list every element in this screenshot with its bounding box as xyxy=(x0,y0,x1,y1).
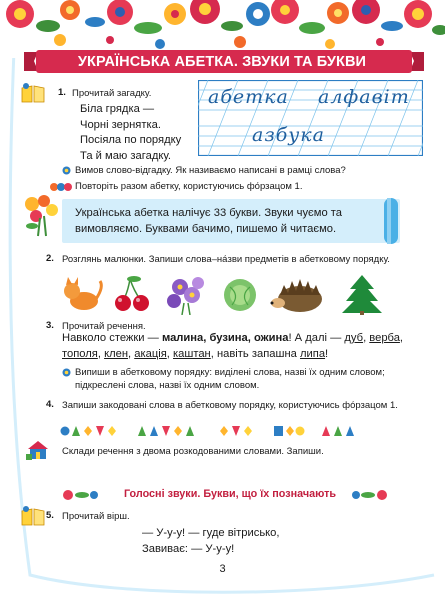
underlined-word: липа xyxy=(299,347,326,360)
cat-picture xyxy=(64,277,101,310)
coded-words-row xyxy=(60,424,360,438)
exercise-1-number: 1. xyxy=(58,87,66,98)
flower-bouquet-icon xyxy=(22,194,60,238)
cabbage-picture xyxy=(224,279,256,311)
cursive-word: абетка xyxy=(208,86,289,108)
vowels-heading: Голосні звуки. Букви, що їх позначають xyxy=(123,488,337,500)
coded-word xyxy=(322,426,354,436)
coded-word xyxy=(138,426,194,436)
coded-word xyxy=(274,426,305,436)
riddle-line: Біла грядка — xyxy=(80,103,155,115)
exercise-5-instruction: Прочитай вірш. xyxy=(62,511,130,522)
exercise-5-number: 5. xyxy=(46,510,54,521)
exercise-2-number: 2. xyxy=(46,253,54,264)
underlined-word: дуб xyxy=(344,332,364,344)
underlined-word: каштан xyxy=(173,347,211,360)
exercise-4-instruction: Запиши закодовані слова в абетковому порядку, користуючись фо́рзацом 1. xyxy=(62,400,398,411)
poem-line: — У-у-у! — гуде вітрисько, xyxy=(142,527,280,539)
exercise-3-sentence: Навколо стежки — малина, бузина, ожина! А далі — дуб, верба, тополя, клен, акація, каштан, навіть запашна липа! xyxy=(62,332,404,360)
underlined-word: верба xyxy=(369,332,400,344)
asters-picture xyxy=(167,277,204,315)
bullet-icon xyxy=(62,166,71,175)
coded-word xyxy=(220,426,252,436)
cherries-picture xyxy=(115,276,149,311)
spruce-picture xyxy=(342,275,382,315)
house-icon xyxy=(26,440,50,460)
bullet-text: Повторіть разом абетку, користуючись фо́рзацом 1. xyxy=(75,181,303,192)
riddle-line: Посіяла по порядку xyxy=(80,134,182,147)
exercise-3-instruction: Прочитай речення. xyxy=(62,321,146,332)
coded-word xyxy=(61,426,117,436)
riddle-line: Та й маю загадку. xyxy=(80,149,171,162)
book-icon xyxy=(20,505,46,527)
bullet-icon xyxy=(62,368,71,377)
bullet-text: Випиши в абетковому порядку: виділені слова, назві їх одним словом; підкреслені слова, назві їх одним словом. xyxy=(75,367,385,391)
underlined-word: акація xyxy=(134,347,167,360)
cursive-word: азбука xyxy=(252,124,325,146)
poem xyxy=(142,526,280,557)
bullet-text: Вимов слово-відгадку. Як називаємо написані в рамці слова? xyxy=(75,165,346,176)
bold-words: малина, бузина, ожина xyxy=(161,332,289,344)
underlined-word: тополя xyxy=(62,347,98,360)
hedgehog-picture xyxy=(271,279,323,312)
info-text: Українська абетка налічує 33 букви. Звуки чуємо та вимовляємо. Буквами бачимо, пишемо й читаємо. xyxy=(75,207,343,235)
people-icon xyxy=(50,182,72,192)
exercise-4-number: 4. xyxy=(46,399,54,410)
poem-line: Завиває: — У-у-у! xyxy=(142,542,235,555)
underlined-word: клен xyxy=(104,347,129,360)
riddle xyxy=(80,102,181,164)
book-icon xyxy=(20,82,46,104)
exercise-1-instruction: Прочитай загадку. xyxy=(72,88,152,99)
exercise-2-instruction: Розглянь малюнки. Запиши слова–на́зви предметів в абетковому порядку. xyxy=(62,254,390,265)
page-number: 3 xyxy=(219,563,226,575)
riddle-line: Чорні зернятка. xyxy=(80,118,161,131)
cursive-word: алфавіт xyxy=(318,86,410,108)
exercise-3-number: 3. xyxy=(46,320,54,331)
pictures-row xyxy=(62,273,382,315)
page-title: УКРАЇНСЬКА АБЕТКА. ЗВУКИ ТА БУКВИ xyxy=(77,54,367,70)
house-task-text: Склади речення з двома розкодованими словами. Запиши. xyxy=(62,446,324,457)
